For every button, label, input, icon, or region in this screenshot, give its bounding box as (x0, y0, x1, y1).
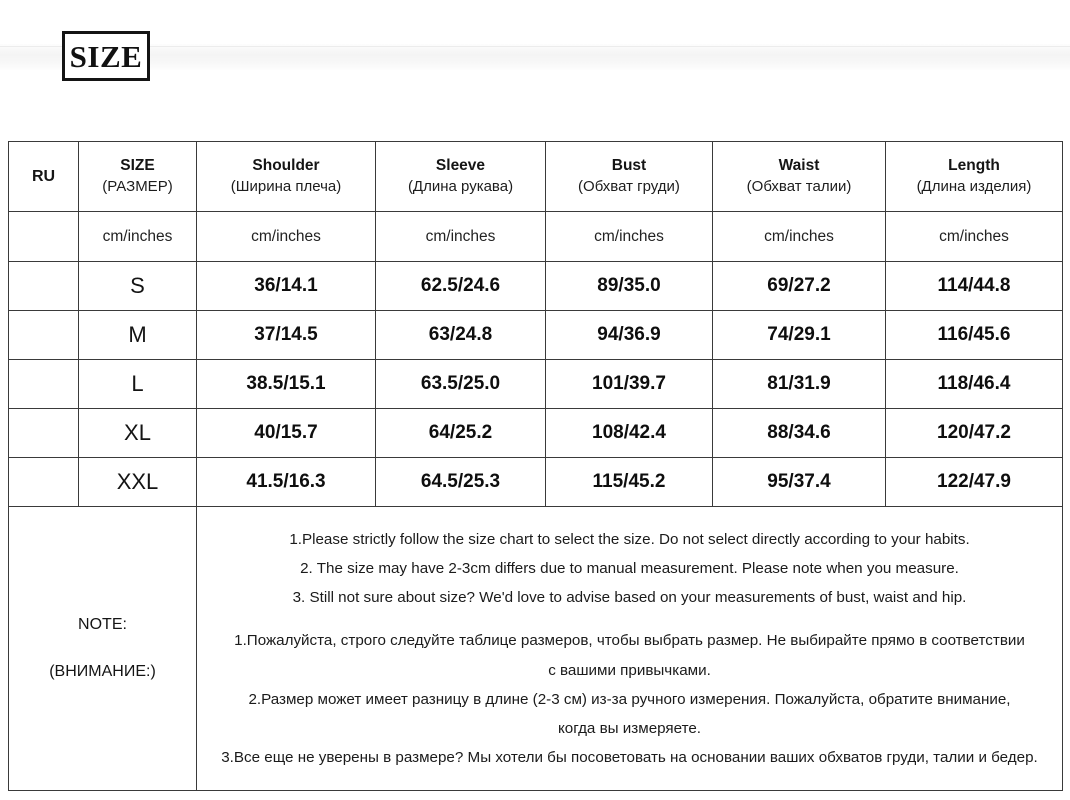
cell-size: XXL (79, 458, 197, 507)
cell-waist: 81/31.9 (713, 360, 886, 409)
header-cell-waist (713, 142, 886, 212)
note-body-cell (197, 507, 1063, 791)
units-cell-waist: cm/inches (713, 212, 886, 262)
background-banner-band (0, 44, 1070, 70)
header-cell-sleeve (376, 142, 546, 212)
cell-shoulder: 37/14.5 (197, 311, 376, 360)
header-shoulder-ru: (Ширина плеча) (230, 177, 342, 195)
table-row (9, 311, 1063, 360)
cell-ru (9, 409, 79, 458)
units-cell-sleeve: cm/inches (376, 212, 546, 262)
table-units-row (9, 212, 1063, 262)
cell-size: S (79, 262, 197, 311)
table-row (9, 458, 1063, 507)
header-cell-shoulder (197, 142, 376, 212)
cell-length: 120/47.2 (886, 409, 1063, 458)
header-size-ru: (РАЗМЕР) (102, 177, 173, 195)
background-banner-line (0, 46, 1070, 47)
header-length-en: Length (948, 156, 1000, 174)
size-logo-badge (62, 31, 150, 81)
cell-sleeve: 63/24.8 (376, 311, 546, 360)
header-sleeve-en: Sleeve (435, 156, 486, 174)
cell-size: XL (79, 409, 197, 458)
cell-size: M (79, 311, 197, 360)
table-row (9, 409, 1063, 458)
units-cell-ru (9, 212, 79, 262)
header-sleeve-ru: (Длина рукава) (407, 177, 514, 195)
header-cell-bust (546, 142, 713, 212)
header-cell-ru: RU (9, 142, 79, 212)
note-line-ru-2: с вашими привычками. (548, 661, 711, 679)
cell-waist: 74/29.1 (713, 311, 886, 360)
cell-sleeve: 64.5/25.3 (376, 458, 546, 507)
cell-shoulder: 41.5/16.3 (197, 458, 376, 507)
cell-length: 114/44.8 (886, 262, 1063, 311)
note-line-ru-3: 2.Размер может имеет разницу в длине (2-3 см) из-за ручного измерения. Пожалуйста, обратите внимание, (248, 690, 1011, 708)
size-chart-table (8, 141, 1063, 791)
cell-waist: 88/34.6 (713, 409, 886, 458)
note-line-ru-1: 1.Пожалуйста, строго следуйте таблице размеров, чтобы выбрать размер. Не выбирайте прямо в соответствии (234, 632, 1025, 650)
header-waist-en: Waist (778, 156, 820, 174)
header-size-en: SIZE (120, 156, 155, 174)
note-line-ru-5: 3.Все еще не уверены в размере? Мы хотели бы посоветовать на основании ваших обхватов груди, талии и бедер. (221, 749, 1038, 767)
units-cell-shoulder: cm/inches (197, 212, 376, 262)
table-row (9, 262, 1063, 311)
cell-bust: 108/42.4 (546, 409, 713, 458)
header-bust-ru: (Обхват груди) (578, 177, 680, 195)
cell-ru (9, 311, 79, 360)
note-label-ru: (ВНИМАНИЕ:) (49, 662, 156, 680)
units-cell-bust: cm/inches (546, 212, 713, 262)
header-shoulder-en: Shoulder (252, 156, 320, 174)
cell-waist: 69/27.2 (713, 262, 886, 311)
units-cell-size: cm/inches (79, 212, 197, 262)
cell-waist: 95/37.4 (713, 458, 886, 507)
note-line-en-3: 3. Still not sure about size? We'd love to advise based on your measurements of bust, waist and hip. (292, 589, 967, 607)
size-logo-text: SIZE (69, 38, 143, 74)
cell-ru (9, 262, 79, 311)
cell-size: L (79, 360, 197, 409)
header-cell-length (886, 142, 1063, 212)
header-length-ru: (Длина изделия) (916, 177, 1032, 195)
cell-bust: 101/39.7 (546, 360, 713, 409)
table-row (9, 360, 1063, 409)
header-waist-ru: (Обхват талии) (746, 177, 852, 195)
header-cell-size (79, 142, 197, 212)
cell-bust: 115/45.2 (546, 458, 713, 507)
cell-shoulder: 40/15.7 (197, 409, 376, 458)
cell-bust: 89/35.0 (546, 262, 713, 311)
note-line-en-1: 1.Please strictly follow the size chart to select the size. Do not select directly according to your habits. (289, 530, 970, 548)
cell-bust: 94/36.9 (546, 311, 713, 360)
table-header-row (9, 142, 1063, 212)
cell-ru (9, 458, 79, 507)
note-label-cell (9, 507, 197, 791)
note-line-ru-4: когда вы измеряете. (557, 719, 702, 737)
note-line-en-2: 2. The size may have 2-3cm differs due to manual measurement. Please note when you measure. (300, 559, 959, 577)
size-chart-container (8, 141, 1062, 791)
cell-sleeve: 62.5/24.6 (376, 262, 546, 311)
cell-length: 116/45.6 (886, 311, 1063, 360)
cell-shoulder: 38.5/15.1 (197, 360, 376, 409)
cell-sleeve: 64/25.2 (376, 409, 546, 458)
cell-sleeve: 63.5/25.0 (376, 360, 546, 409)
note-label-en: NOTE: (78, 616, 127, 634)
cell-shoulder: 36/14.1 (197, 262, 376, 311)
note-spacer (197, 612, 1062, 626)
cell-length: 118/46.4 (886, 360, 1063, 409)
cell-ru (9, 360, 79, 409)
cell-length: 122/47.9 (886, 458, 1063, 507)
units-cell-length: cm/inches (886, 212, 1063, 262)
table-note-row (9, 507, 1063, 791)
header-bust-en: Bust (611, 156, 647, 174)
